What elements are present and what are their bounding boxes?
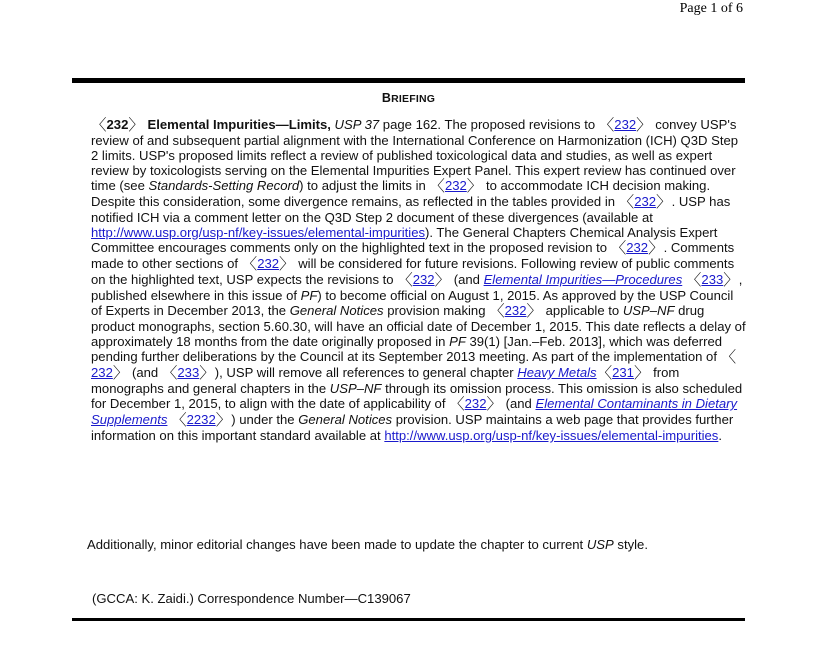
bracket-open: 〈 [598,117,615,134]
bracket-close: 〉 [656,194,672,211]
text-segment: provision. USP maintains a web page that provides further information on this important standard available at [91,412,734,443]
chapter-232-link[interactable]: 232 [412,272,435,287]
text-segment: Additionally, minor editorial changes have been made to update the chapter to current [87,537,587,552]
bracket-close: 〉 [486,396,502,413]
chapter-232-link[interactable]: 232 [464,396,487,411]
page-number: Page 1 of 6 [679,1,743,16]
bracket-open: 〈 [241,256,258,273]
usp-nf: USP–NF [329,381,382,396]
bracket-close: 〉 [215,412,232,429]
heading-rest: RIEFING [391,93,436,105]
briefing-paragraph [91,117,746,443]
text-segment: page 162. The proposed revisions to [379,117,599,132]
chapter-232-link[interactable]: 232 [504,303,527,318]
chapter-231-link[interactable]: 231 [612,365,634,380]
usp-nf: USP–NF [622,303,675,318]
text-segment: ) under the [231,412,299,427]
chapter-232-link[interactable]: 232 [444,178,467,193]
text-segment: through its omission process. This omission is also scheduled for December 1, 2015, to align with the date of applicability of [91,381,743,411]
chapter-232-link[interactable]: 232 [91,365,113,380]
text-segment: (and [450,272,484,287]
text-segment: drug product monographs, section 5.60.30, will have an official date of December 1, 2015. This date reflects a delay of approximately 18 months from the date originally proposed in [91,303,746,349]
chapter-232-link[interactable]: 232 [634,194,657,209]
chapter-233-link[interactable]: 233 [701,272,724,287]
text-segment: (and [128,365,162,380]
bracket-close: 〉 [526,303,543,320]
text-segment: ), USP will remove all references to general chapter [214,365,518,380]
pf-label: PF [449,334,466,349]
bracket-close: 〉 [636,117,652,134]
bracket-close: 〉 [434,272,451,289]
bracket-close: 〉 [633,365,650,382]
briefing-heading [72,91,745,105]
bracket-open: 〈 [171,412,187,429]
chapter-2232-link[interactable]: 2232 [186,412,216,427]
text-segment: ) to become official on August 1, 2015. As approved by the USP Council of Experts in December 2013, the [91,288,734,318]
general-notices: General Notices [289,303,384,318]
bracket-open: 〈 [449,396,465,413]
text-segment: , published elsewhere in this issue of [91,272,743,303]
bracket-open: 〈 [596,365,613,382]
usp-url-link-2[interactable]: http://www.usp.org/usp-nf/key-issues/elemental-impurities [384,428,719,443]
text-segment: from monographs and general chapters in the [91,365,680,396]
text-segment: ) to adjust the limits in [299,178,430,193]
bracket-close: 〉 [112,365,129,382]
bracket-open: 〈 [618,194,635,211]
text-segment: to accommodate ICH decision making. Despite this consideration, some divergence remains, as reflected in the tables provided in [91,178,711,209]
chapter-233-link[interactable]: 233 [177,365,200,380]
text-segment: ). The General Chapters Chemical Analysis Expert Committee encourages comments only on the highlighted text in the proposed revision to [91,225,718,255]
pf-label: PF [300,288,318,303]
chapter-232-link[interactable]: 232 [614,117,637,132]
text-segment: (and [502,396,536,411]
chapter-232-link[interactable]: 232 [626,240,649,255]
text-segment: convey USP's review of and subsequent partial alignment with the International Conference on Harmonization (ICH) Q3D Step 2 limits. USP's proposed limits reflect a review of published toxicological data and studies, as well as expert review by toxicologists serving on the Elemental Impurities Expert Panel. This expert review has continued over time (see [91,117,739,193]
bracket-close: 〉 [279,256,295,273]
text-segment: will be considered for future revisions. Following review of public comments on the highlighted text, USP expects the revisions to [91,256,735,287]
bracket-open: 〈 [429,178,445,195]
bracket-close: 〉 [199,365,215,382]
text-segment: 39(1) [Jan.–Feb. 2013], which was deferred pending further deliberations by the Council at its September 2013 meeting. As part of the implementation of [91,334,723,364]
usp-edition: USP 37 [334,117,380,132]
general-notices: General Notices [298,412,393,427]
correspondence-line: (GCCA: K. Zaidi.) Correspondence Number—C139067 [92,591,411,606]
bracket-open: 〈 [91,117,107,134]
standards-record: Standards-Setting Record [148,178,300,193]
text-segment: . [718,428,722,443]
chapter-number: 232 [106,117,129,132]
bracket-close: 〉 [128,117,144,134]
chapter-232-link[interactable]: 232 [257,256,280,271]
text-segment: applicable to [542,303,623,318]
bracket-open: 〈 [720,349,737,366]
chapter-title: Elemental Impurities—Limits, [147,117,331,132]
bracket-open: 〈 [489,303,505,320]
procedures-link[interactable]: Elemental Impurities—Procedures [483,272,683,287]
top-rule [72,78,745,83]
bracket-close: 〉 [723,272,739,289]
bracket-open: 〈 [610,240,627,257]
heading-first-letter: B [381,91,392,105]
text-segment: . Comments made to other sections of [91,240,735,271]
bracket-close: 〉 [466,178,483,195]
text-segment: provision making [383,303,490,318]
text-segment: style. [613,537,648,552]
bracket-close: 〉 [648,240,664,257]
editorial-note [87,537,747,552]
bracket-open: 〈 [685,272,702,289]
text-segment: . USP has notified ICH via a comment letter on the Q3D Step 2 document of these divergences (available at [91,194,731,225]
usp-url-link[interactable]: http://www.usp.org/usp-nf/key-issues/elemental-impurities [91,225,426,240]
heavy-metals-link[interactable]: Heavy Metals [517,365,597,380]
usp-style: USP [586,537,614,552]
contaminants-link[interactable]: Elemental Contaminants in Dietary Supplements [91,396,738,427]
bracket-open: 〈 [161,365,178,382]
bracket-open: 〈 [397,272,413,289]
bottom-rule [72,618,745,621]
